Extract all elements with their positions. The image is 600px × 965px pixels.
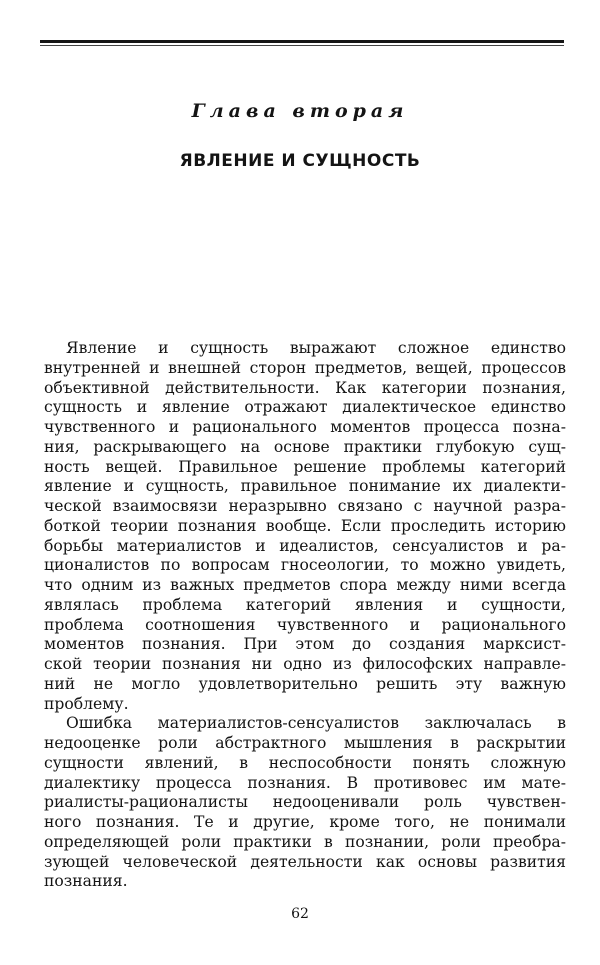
chapter-label: Глава вторая — [191, 100, 409, 122]
text-line: боткой теории познания вообще. Если проследить историю — [44, 516, 566, 535]
body-text — [44, 339, 566, 892]
text-line: Явление и сущность выражают сложное единство — [66, 339, 566, 357]
text-line: Ошибка материалистов-сенсуалистов заключалась в — [66, 714, 566, 733]
text-line: недооценке роли абстрактного мышления в раскрытии — [44, 734, 566, 752]
text-line: зующей человеческой деятельности как основы развития — [44, 852, 566, 871]
text-line: чувственного и рационального моментов процесса позна- — [44, 418, 566, 436]
page-number: 62 — [291, 906, 309, 922]
text-line: риалисты-рационалисты недооценивали роль чувствен- — [44, 793, 566, 812]
text-line: явление и сущность, правильное понимание их диалекти- — [44, 477, 566, 496]
paragraph — [44, 339, 566, 714]
text-line: борьбы материалистов и идеалистов, сенсуалистов и ра- — [44, 536, 566, 555]
text-line: ской теории познания ни одно из философских направле- — [44, 655, 566, 673]
text-line: ний не могло удовлетворительно решить эту важную — [44, 674, 566, 693]
top-rule — [40, 40, 564, 43]
text-line: проблема соотношения чувственного и рационального — [44, 615, 566, 634]
text-line: моментов познания. При этом до создания марксист- — [44, 635, 566, 654]
paragraph — [44, 714, 566, 892]
text-line: ческой взаимосвязи неразрывно связано с научной разра- — [44, 497, 566, 515]
text-line: что одним из важных предметов спора между ними всегда — [44, 576, 566, 594]
text-line: являлась проблема категорий явления и сущности, — [44, 595, 566, 614]
text-line: объективной действительности. Как категории познания, — [44, 378, 566, 397]
text-line: диалектику процесса познания. В противовес им мате- — [44, 773, 566, 792]
top-rule-thin — [40, 45, 564, 46]
text-line: сущности явлений, в неспособности понять сложную — [44, 753, 566, 772]
text-line: ционалистов по вопросам гносеологии, то можно увидеть, — [44, 556, 566, 575]
text-line: ния, раскрывающего на основе практики глубокую сущ- — [44, 437, 566, 456]
text-line: познания. — [44, 872, 128, 891]
text-line: сущность и явление отражают диалектическое единство — [44, 398, 566, 417]
text-line: ного познания. Те и другие, кроме того, не понимали — [44, 813, 566, 831]
text-line: внутренней и внешней сторон предметов, вещей, процессов — [44, 358, 566, 377]
text-line: проблему. — [44, 694, 129, 713]
text-line: определяющей роли практики в познании, роли преобра- — [44, 832, 566, 851]
text-line: ность вещей. Правильное решение проблемы категорий — [44, 457, 566, 476]
chapter-title: ЯВЛЕНИЕ И СУЩНОСТЬ — [179, 151, 421, 171]
